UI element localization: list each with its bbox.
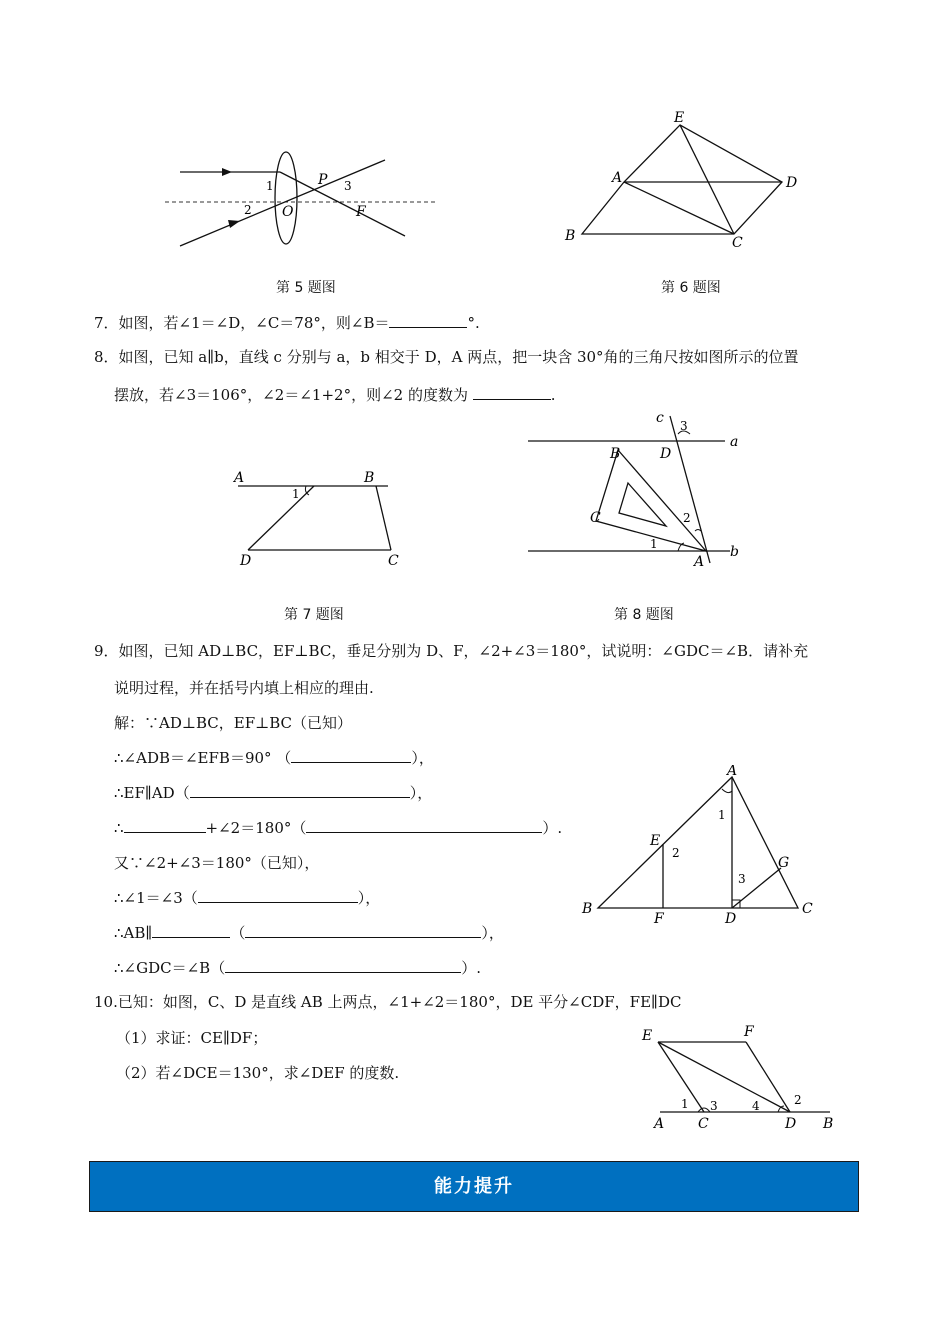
q10-part1: （1）求证：CE∥DF；: [116, 1029, 268, 1047]
fig5-label-F: F: [356, 204, 366, 220]
fig9-label-D: D: [725, 911, 737, 927]
q9-blank-3[interactable]: [124, 818, 206, 833]
q8-line2: 摆放，若∠3＝106°，∠2＝∠1+2°，则∠2 的度数为 .: [114, 386, 556, 404]
fig5-label-3: 3: [344, 179, 352, 193]
fig7-label-C: C: [388, 553, 399, 569]
fig5-label-1: 1: [266, 179, 274, 193]
fig10-label-B: B: [823, 1116, 834, 1132]
fig7-label-D: D: [240, 553, 252, 569]
caption-fig8: 第 8 题图: [614, 607, 674, 623]
figure-7: [228, 462, 408, 572]
caption-fig6: 第 6 题图: [661, 280, 721, 296]
fig5-label-P: P: [318, 172, 328, 188]
fig5-label-2: 2: [244, 203, 252, 217]
fig5-label-O: O: [282, 204, 294, 220]
fig6-label-D: D: [786, 175, 798, 191]
fig9-label-3: 3: [738, 872, 746, 886]
fig8-label-1: 1: [650, 537, 658, 551]
fig7-label-1: 1: [292, 487, 300, 501]
fig7-label-A: A: [234, 470, 245, 486]
fig8-label-a: a: [730, 434, 739, 450]
fig7-label-B: B: [364, 470, 375, 486]
fig10-label-F: F: [744, 1024, 754, 1040]
q9-step1: 解：∵AD⊥BC，EF⊥BC（已知）: [114, 714, 352, 732]
q9-blank-6[interactable]: [152, 923, 230, 938]
fig9-label-A: A: [727, 765, 738, 779]
q9-blank-5[interactable]: [198, 888, 358, 903]
fig10-label-1: 1: [681, 1097, 689, 1111]
fig9-label-1: 1: [718, 808, 726, 822]
figure-5: [160, 148, 440, 258]
q9-step5: 又∵∠2+∠3＝180°（已知），: [114, 854, 320, 872]
fig9-label-G: G: [778, 855, 790, 871]
fig9-label-F: F: [654, 911, 664, 927]
fig6-label-E: E: [674, 110, 685, 126]
caption-fig5: 第 5 题图: [276, 280, 336, 296]
fig10-label-4: 4: [752, 1099, 760, 1113]
q7-text: 7．如图，若∠1＝∠D，∠C＝78°，则∠B＝ °.: [94, 314, 480, 332]
section-title: 能力提升: [434, 1176, 514, 1197]
caption-fig7: 第 7 题图: [284, 607, 344, 623]
q7-answer-blank[interactable]: [389, 313, 467, 328]
fig6-label-A: A: [612, 170, 623, 186]
fig8-label-b: b: [730, 544, 739, 560]
fig10-label-D: D: [785, 1116, 797, 1132]
q9-step6: ∴∠1＝∠3（ ），: [114, 889, 381, 907]
fig8-label-2: 2: [683, 511, 691, 525]
q9-line1: 9．如图，已知 AD⊥BC，EF⊥BC，垂足分别为 D、F，∠2+∠3＝180°，试说明：∠GDC＝∠B．请补充: [94, 642, 809, 660]
q9-step2: ∴∠ADB＝∠EFB＝90° （ ），: [114, 749, 434, 767]
q9-step8: ∴∠GDC＝∠B（ ）.: [114, 959, 481, 977]
q9-step3: ∴EF∥AD（ ），: [114, 784, 433, 802]
fig9-label-E: E: [650, 833, 661, 849]
fig6-label-C: C: [732, 235, 743, 251]
fig8-label-C: C: [590, 510, 601, 526]
fig9-label-2: 2: [672, 846, 680, 860]
fig9-label-C: C: [802, 901, 813, 917]
fig8-label-3: 3: [680, 419, 688, 433]
q9-blank-8[interactable]: [225, 958, 461, 973]
q8-line1: 8．如图，已知 a∥b，直线 c 分别与 a，b 相交于 D，A 两点，把一块含 30°角的三角尺按如图所示的位置: [94, 348, 799, 366]
fig10-label-C: C: [698, 1116, 709, 1132]
q9-blank-4[interactable]: [306, 818, 542, 833]
figure-6: [560, 108, 805, 253]
fig8-label-B: B: [610, 446, 621, 462]
fig10-label-E: E: [642, 1028, 653, 1044]
section-banner: [89, 1161, 859, 1212]
fig6-label-B: B: [565, 228, 576, 244]
fig9-label-B: B: [582, 901, 593, 917]
fig8-label-c: c: [656, 410, 664, 426]
fig10-label-A: A: [654, 1116, 665, 1132]
q9-blank-1[interactable]: [291, 748, 411, 763]
figure-8: [520, 408, 750, 573]
q9-blank-2[interactable]: [190, 783, 410, 798]
q9-step7: ∴AB∥ （ ），: [114, 924, 504, 942]
q8-answer-blank[interactable]: [473, 385, 551, 400]
q10-part2: （2）若∠DCE＝130°，求∠DEF 的度数.: [116, 1064, 400, 1082]
fig8-label-A: A: [694, 554, 705, 570]
fig10-label-3: 3: [710, 1099, 718, 1113]
q10-line1: 10.已知：如图，C、D 是直线 AB 上两点，∠1+∠2＝180°，DE 平分∠CDF，FE∥DC: [94, 993, 682, 1011]
q9-step4: ∴ +∠2＝180°（ ）.: [114, 819, 563, 837]
q9-line2: 说明过程，并在括号内填上相应的理由.: [114, 679, 374, 697]
figure-9: [572, 765, 822, 930]
q9-blank-7[interactable]: [245, 923, 481, 938]
fig10-label-2: 2: [794, 1093, 802, 1107]
figure-10: [640, 1020, 840, 1135]
fig8-label-D: D: [660, 446, 672, 462]
